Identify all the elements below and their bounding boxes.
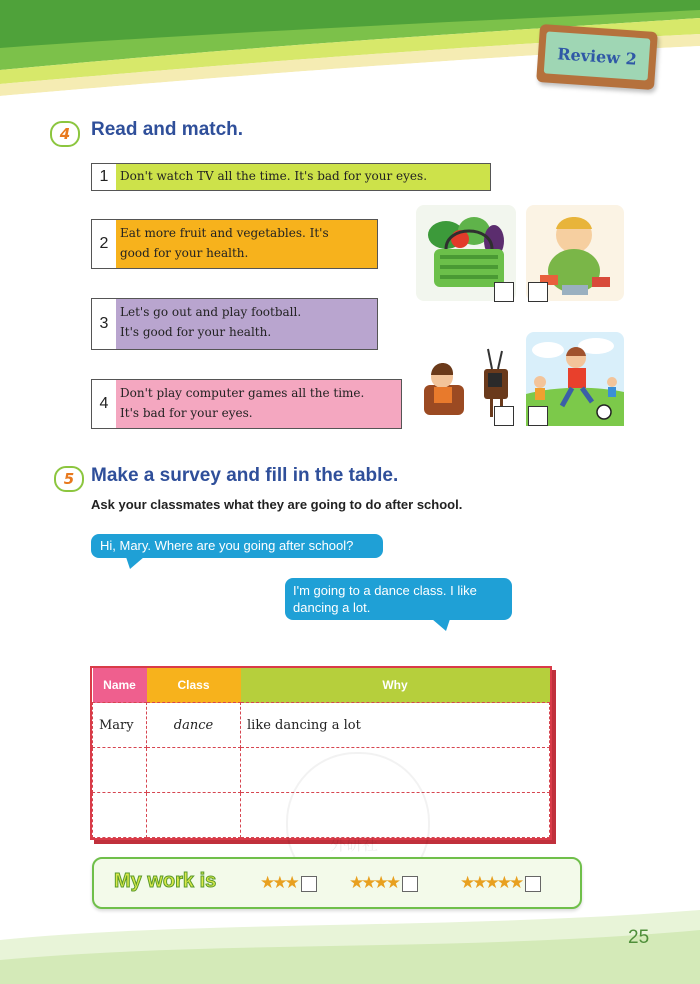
column-header-name: Name (93, 668, 147, 703)
speech-bubble-question (91, 534, 383, 558)
page-number: 25 (628, 927, 650, 948)
match-answer-box[interactable] (494, 406, 514, 426)
match-line: Let's go out and play football. (120, 305, 302, 319)
table-cell[interactable] (147, 748, 241, 793)
star-icon: ★★★ (260, 873, 297, 893)
review-badge-label: Review 2 (544, 31, 651, 80)
match-sentence-2 (91, 219, 378, 269)
match-number: 3 (99, 315, 109, 332)
speech-bubble-text: Hi, Mary. Where are you going after school? (100, 538, 354, 553)
survey-instruction: Ask your classmates what they are going to do after school. (91, 497, 463, 512)
match-sentence-4 (91, 379, 402, 429)
match-text (116, 380, 401, 428)
table-cell[interactable]: Mary (93, 703, 147, 748)
review-badge (536, 24, 658, 90)
match-text (116, 220, 377, 268)
match-line: good for your health. (120, 246, 249, 260)
table-cell[interactable]: dance (147, 703, 241, 748)
table-cell[interactable] (93, 793, 147, 838)
star-icon: ★★★★ (349, 873, 398, 893)
section-5-title: Make a survey and fill in the table. (91, 465, 399, 486)
speech-bubble-answer (285, 578, 512, 620)
rating-checkbox[interactable] (525, 876, 541, 892)
section-4-title: Read and match. (91, 119, 244, 140)
self-assessment-label: My work is (114, 870, 217, 892)
match-line: Don't play computer games all the time. (120, 386, 365, 400)
star-icon: ★★★★★ (460, 873, 522, 893)
match-number: 4 (99, 395, 109, 412)
section-4-number: 4 (50, 121, 80, 147)
speech-bubble-text: dancing a lot. (293, 600, 371, 615)
speech-bubble-text: I'm going to a dance class. I like (293, 583, 477, 598)
table-cell[interactable]: like dancing a lot (241, 703, 550, 748)
footer-decoration (0, 900, 700, 984)
table-header-row (93, 668, 550, 703)
section-5-number: 5 (54, 466, 84, 492)
column-header-why: Why (241, 668, 550, 703)
match-text (116, 164, 490, 190)
match-line: It's good for your health. (120, 325, 272, 339)
match-line: It's bad for your eyes. (120, 406, 253, 420)
rating-option-3-stars (260, 873, 317, 893)
match-line: Eat more fruit and vegetables. It's (120, 226, 329, 240)
match-answer-box[interactable] (528, 406, 548, 426)
match-line: Don't watch TV all the time. It's bad for your eyes. (120, 169, 428, 183)
rating-checkbox[interactable] (402, 876, 418, 892)
match-answer-box[interactable] (494, 282, 514, 302)
match-sentence-3 (91, 298, 378, 350)
rating-option-5-stars (460, 873, 541, 893)
match-answer-box[interactable] (528, 282, 548, 302)
rating-checkbox[interactable] (301, 876, 317, 892)
match-number: 1 (99, 168, 109, 185)
table-row (93, 703, 550, 748)
table-cell[interactable] (147, 793, 241, 838)
match-sentence-1 (91, 163, 491, 191)
rating-option-4-stars (349, 873, 418, 893)
match-number: 2 (99, 235, 109, 252)
column-header-class: Class (147, 668, 241, 703)
speech-bubble-tail (126, 557, 144, 569)
speech-bubble-tail (432, 619, 450, 631)
match-text (116, 299, 377, 349)
table-cell[interactable] (93, 748, 147, 793)
watermark-text: 外研社 (330, 835, 379, 854)
